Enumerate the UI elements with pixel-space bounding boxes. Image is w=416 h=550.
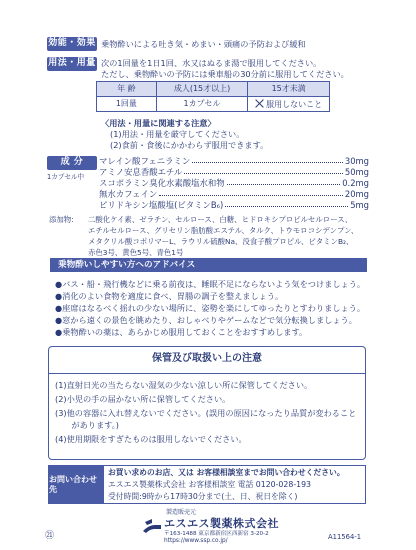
ingredient-name: スコポラミン臭化水素酸塩水和物 [99, 178, 225, 188]
ingredient-name: マレイン酸フェニラミン [99, 156, 191, 166]
table-header-age: 年 齢 [97, 82, 157, 97]
dosage-line2: ただし、乗物酔いの予防には乗車船の30分前に服用してください。 [101, 69, 349, 79]
advice-title: 乗物酔いしやすい方へのアドバイス [50, 258, 367, 272]
ingredient-name: 無水カフェイン [99, 189, 158, 199]
additives-line-3: メタクリル酸コポリマーL、ラウリル硫酸Na、没食子酸プロピル、ビタミンB₂、 [88, 237, 354, 246]
ingredient-amount: 0.2mg [342, 178, 369, 188]
storage-item: があります。) [55, 420, 119, 430]
ingredient-amount: 50mg [344, 167, 369, 177]
storage-item: (2)小児の手の届かない所に保管してください。 [55, 394, 231, 404]
dosage-notes-title: 〈用法・用量に関連する注意〉 [101, 118, 216, 128]
additives-line-1: 二酸化ケイ素、ゼラチン、セルロース、白糖、ヒドロキシプロピルセルロース、 [88, 215, 353, 224]
ingredient-name: ピリドキシン塩酸塩(ビタミンB₆) [99, 200, 224, 210]
table-header-child: 15才未満 [248, 82, 330, 97]
ingredient-row [99, 167, 369, 177]
additives-label: 添加物: [49, 215, 74, 224]
storage-item: (4)使用期限をすぎたものは服用しないでください。 [55, 434, 247, 444]
advice-item: ●座席はなるべく揺れの少ない場所に、姿勢を楽にしてゆったりとすわりましょう。 [55, 303, 366, 313]
dosage-note-1: (1)用法・用量を厳守してください。 [110, 129, 245, 139]
dosage-line1: 次の1回量を1日1回、水又はぬるま湯で服用してください。 [101, 58, 322, 68]
additives-line-4: 赤色3号、黄色5号、青色1号 [88, 248, 184, 257]
storage-box [48, 346, 366, 460]
seller-label: 製造販売元 [166, 509, 197, 516]
storage-item: (3)他の容器に入れ替えないでください。(誤用の原因になったり品質が変わること [55, 408, 357, 418]
efficacy-label: 効能・効果 [47, 37, 97, 51]
storage-item: (1)直射日光の当たらない湿気の少ない涼しい所に保管してください。 [55, 380, 313, 390]
contact-line-1: お買い求めのお店、又は お客様相談室までお問い合わせください。 [108, 468, 345, 477]
contact-line-2: エスエス製薬株式会社 お客様相談室 電話 0120-028-193 [108, 480, 312, 489]
ingredient-row [99, 178, 369, 188]
ingredient-row [99, 200, 369, 210]
company-url: https://www.ssp.co.jp/ [164, 538, 228, 544]
table-header-adult: 成人(15才以上) [156, 82, 248, 97]
efficacy-text: 乗物酔いによる吐き気・めまい・頭痛の予防および緩和 [101, 39, 306, 49]
footer-logo [142, 509, 292, 545]
ingredient-name: アミノ安息香酸エチル [99, 167, 183, 177]
company-logo-icon [142, 517, 162, 537]
additives-line-2: エチルセルロース、グリセリン脂肪酸エステル、タルク、トウモロコシデンプン、 [88, 226, 359, 235]
contact-line-3: 受付時間:9時から17時30分まで(土、日、祝日を除く) [108, 492, 298, 501]
document-code: A11564-1 [328, 533, 362, 541]
storage-title: 保管及び取扱い上の注意 [152, 353, 262, 364]
table-cell-child-dose [248, 97, 330, 112]
contact-box [48, 465, 366, 504]
ingredients-sublabel: 1カプセル中 [47, 173, 85, 181]
advice-item: ●乗物酔いの薬は、あらかじめ服用しておくことをおすすめします。 [55, 327, 308, 337]
page-mark: ㉑ [45, 531, 55, 541]
child-dose-text: 服用しないこと [266, 99, 323, 109]
ingredient-row [99, 156, 369, 166]
advice-item: ●バス・船・飛行機などに乗る前夜は、睡眠不足にならないよう気をつけましょう。 [55, 279, 366, 289]
dosage-note-2: (2)食前・食後にかかわらず服用できます。 [110, 140, 269, 150]
ingredient-amount: 5mg [350, 200, 369, 210]
ingredients-label: 成 分 [47, 156, 97, 170]
dosage-label: 用法・用量 [47, 57, 97, 71]
advice-item: ●窓から遠くの景色を眺めたり、おしゃべりやゲームなどで気分転換しましょう。 [55, 315, 357, 325]
ingredient-amount: 20mg [344, 189, 369, 199]
ingredient-row [99, 189, 369, 199]
advice-item: ●消化のよい食物を適度に食べ、胃腸の調子を整えましょう。 [55, 291, 284, 301]
contact-label: お問い合わせ先 [49, 466, 104, 503]
table-cell-adult-dose: 1カプセル [156, 97, 248, 112]
company-address: 〒163-1488 東京都新宿区西新宿 3-20-2 [164, 531, 269, 537]
cross-icon [255, 99, 264, 108]
table-row-dose-label: 1回量 [97, 97, 157, 112]
dosage-table [96, 81, 330, 112]
ingredient-amount: 30mg [344, 156, 369, 166]
company-name: エスエス製薬株式会社 [164, 517, 279, 530]
